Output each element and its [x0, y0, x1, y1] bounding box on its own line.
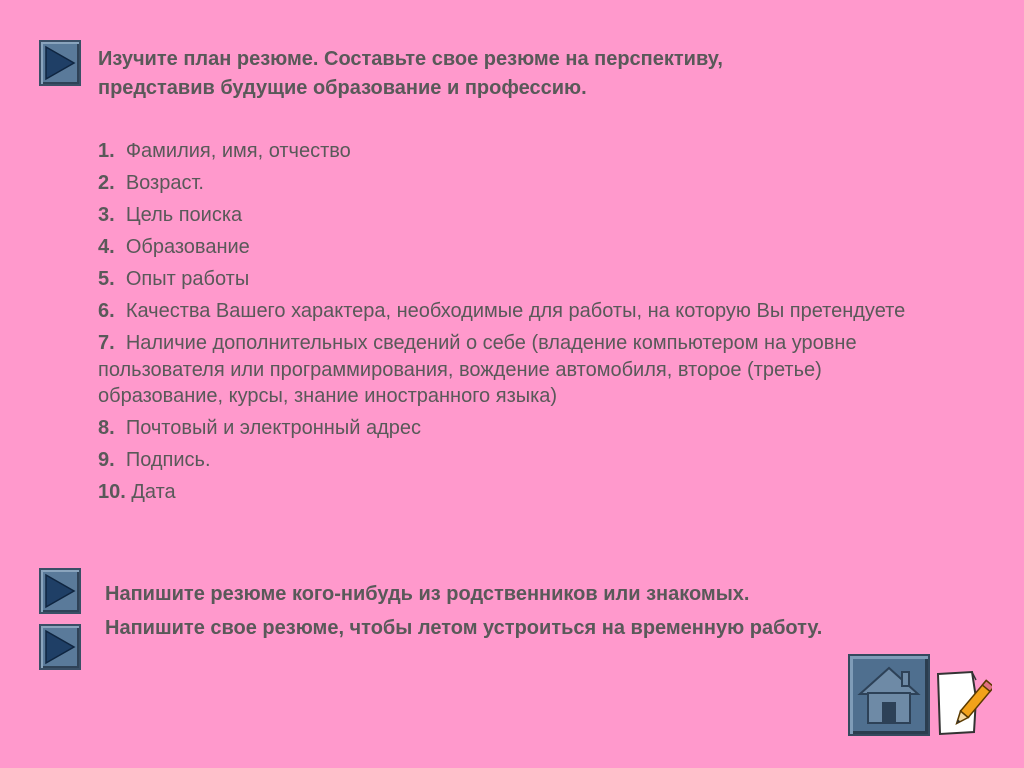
task-1-text: Напишите резюме кого-нибудь из родственников или знакомых. — [105, 583, 750, 605]
list-item: 8. Почтовый и электронный адрес — [98, 417, 421, 439]
list-item: 10. Дата — [98, 481, 176, 503]
task2-arrow-button[interactable] — [39, 624, 81, 670]
list-item: 2. Возраст. — [98, 172, 204, 194]
list-item: 6. Качества Вашего характера, необходимые для работы, на которую Вы претендуете — [98, 300, 906, 322]
task1-arrow-button[interactable] — [39, 568, 81, 614]
list-item: 4. Образование — [98, 236, 250, 258]
note-pencil-icon[interactable] — [932, 668, 992, 738]
play-arrow-icon — [41, 42, 79, 84]
list-item: 9. Подпись. — [98, 449, 211, 471]
list-item: 7. Наличие дополнительных сведений о себе (владение компьютером на уровне пользователя или программирования, вождение автомобиля, второе (третье) образование, курсы, знание иностранного языка) — [98, 332, 857, 407]
play-arrow-icon — [41, 570, 79, 612]
list-item: 1. Фамилия, имя, отчество — [98, 140, 351, 162]
intro-line-1: Изучите план резюме. Составьте свое резюме на перспективу, — [98, 48, 723, 70]
intro-text — [98, 45, 858, 103]
resume-plan-list — [98, 138, 938, 511]
intro-line-2: представив будущие образование и профессию. — [98, 77, 587, 99]
play-arrow-icon — [41, 626, 79, 668]
home-icon — [850, 656, 928, 734]
list-item: 3. Цель поиска — [98, 204, 243, 226]
home-button[interactable] — [848, 654, 930, 736]
list-item: 5. Опыт работы — [98, 268, 250, 290]
task-2-text: Напишите свое резюме, чтобы летом устроиться на временную работу. — [105, 617, 823, 639]
intro-arrow-button[interactable] — [39, 40, 81, 86]
